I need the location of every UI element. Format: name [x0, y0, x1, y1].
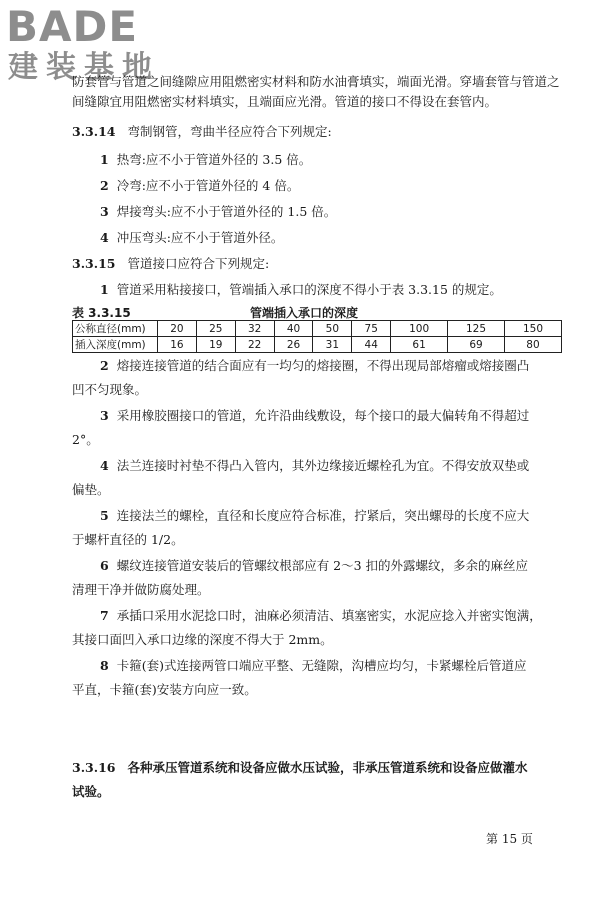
- clause-text: 各种承压管道系统和设备应做水压试验，非承压管道系统和设备应做灌水: [127, 760, 528, 775]
- table-cell: 22: [235, 337, 274, 353]
- table-row: [73, 321, 562, 337]
- clause-text: 弯制钢管，弯曲半径应符合下列规定:: [127, 124, 332, 139]
- item-continuation: 凹不匀现象。: [72, 382, 148, 397]
- table-cell: 44: [352, 337, 391, 353]
- item-text: 采用橡胶圈接口的管道，允许沿曲线敷设，每个接口的最大偏转角不得超过: [116, 408, 530, 423]
- item-number: 2: [100, 358, 109, 373]
- intro-paragraph: 防套管与管道之间缝隙应用阻燃密实材料和防水油膏填实，端面光滑。穿墙套管与管道之间缝隙宜用阻燃密实材料填实，且端面应光滑。管道的接口不得设在套管内。: [72, 74, 560, 109]
- item-text: 连接法兰的螺栓，直径和长度应符合标准，拧紧后，突出螺母的长度不应大: [116, 508, 530, 523]
- item-number: 3: [100, 204, 109, 219]
- clause-3-3-16: [72, 760, 528, 776]
- table-cell: 100: [391, 321, 448, 337]
- item-text: 法兰连接时衬垫不得凸入管内，其外边缘接近螺栓孔为宜。不得安放双垫或: [116, 458, 530, 473]
- item-number: 6: [100, 558, 109, 573]
- list-item: [100, 608, 542, 624]
- item-number: 5: [100, 508, 109, 523]
- table-title: [72, 304, 562, 320]
- table-cell: 26: [274, 337, 313, 353]
- item-number: 1: [100, 282, 109, 297]
- list-item: [100, 204, 336, 220]
- table-cell: 50: [313, 321, 352, 337]
- table-cell: 20: [158, 321, 197, 337]
- item-continuation: 平直，卡箍(套)安装方向应一致。: [72, 682, 257, 697]
- item-text: 承插口采用水泥捻口时，油麻必须清洁、填塞密实，水泥应捻入并密实饱满，: [116, 608, 542, 623]
- page-number: 第 15 页: [486, 832, 533, 846]
- logo-brand-text: BADE: [6, 2, 139, 51]
- item-continuation: 于螺杆直径的 1/2。: [72, 532, 184, 547]
- list-item: [100, 230, 283, 246]
- table-caption: 管端插入承口的深度: [250, 306, 359, 320]
- table-cell: 32: [235, 321, 274, 337]
- item-text: 管道采用粘接接口，管端插入承口的深度不得小于表 3.3.15 的规定。: [116, 282, 502, 297]
- clause-text: 管道接口应符合下列规定:: [127, 256, 270, 271]
- item-number: 3: [100, 408, 109, 423]
- table-cell: 19: [196, 337, 235, 353]
- item-text: 卡箍(套)式连接两管口端应平整、无缝隙，沟槽应均匀，卡紧螺栓后管道应: [116, 658, 527, 673]
- item-text: 螺纹连接管道安装后的管螺纹根部应有 2～3 扣的外露螺纹，多余的麻丝应: [116, 558, 529, 573]
- item-number: 4: [100, 458, 109, 473]
- table-cell: 150: [504, 321, 561, 337]
- list-item: [100, 508, 529, 524]
- item-number: 4: [100, 230, 109, 245]
- list-item: [100, 178, 299, 194]
- list-item: [100, 282, 502, 298]
- item-number: 7: [100, 608, 109, 623]
- item-text: 焊接弯头:应不小于管道外径的 1.5 倍。: [116, 204, 337, 219]
- clause-continuation: 试验。: [72, 784, 110, 799]
- row-header: 插入深度(mm): [73, 337, 158, 353]
- clause-number: 3.3.15: [72, 256, 116, 271]
- list-item: [100, 658, 526, 674]
- list-item: [100, 152, 311, 168]
- logo-chinese-text: 建装基地: [8, 50, 160, 85]
- list-item: [100, 358, 529, 374]
- item-continuation: 偏垫。: [72, 482, 110, 497]
- item-number: 8: [100, 658, 109, 673]
- clause-3-3-15: [72, 256, 269, 272]
- table-cell: 125: [448, 321, 505, 337]
- table-number: 表 3.3.15: [72, 306, 131, 320]
- item-continuation: 清理干净并做防腐处理。: [72, 582, 210, 597]
- item-number: 1: [100, 152, 109, 167]
- table-cell: 75: [352, 321, 391, 337]
- list-item: [100, 458, 529, 474]
- table-cell: 61: [391, 337, 448, 353]
- table-cell: 25: [196, 321, 235, 337]
- list-item: [100, 408, 529, 424]
- list-item: [100, 708, 108, 724]
- row-header: 公称直径(mm): [73, 321, 158, 337]
- clause-3-3-14: [72, 124, 332, 140]
- table-cell: 16: [158, 337, 197, 353]
- table-cell: 31: [313, 337, 352, 353]
- item-continuation: 其接口面凹入承口边缘的深度不得大于 2mm。: [72, 632, 333, 647]
- item-continuation: 2°。: [72, 432, 99, 447]
- item-number: 2: [100, 178, 109, 193]
- clause-number: 3.3.16: [72, 760, 116, 775]
- item-text: 冲压弯头:应不小于管道外径。: [116, 230, 284, 245]
- list-item: [100, 558, 528, 574]
- table-cell: 40: [274, 321, 313, 337]
- table-cell: 69: [448, 337, 505, 353]
- item-text: 冷弯:应不小于管道外径的 4 倍。: [116, 178, 300, 193]
- table-row: [73, 337, 562, 353]
- table-cell: 80: [504, 337, 561, 353]
- item-text: 热弯:应不小于管道外径的 3.5 倍。: [116, 152, 312, 167]
- item-text: 熔接连接管道的结合面应有一均匀的熔接圈，不得出现局部熔瘤或熔接圈凸: [116, 358, 530, 373]
- insertion-depth-table: [72, 320, 562, 353]
- clause-number: 3.3.14: [72, 124, 116, 139]
